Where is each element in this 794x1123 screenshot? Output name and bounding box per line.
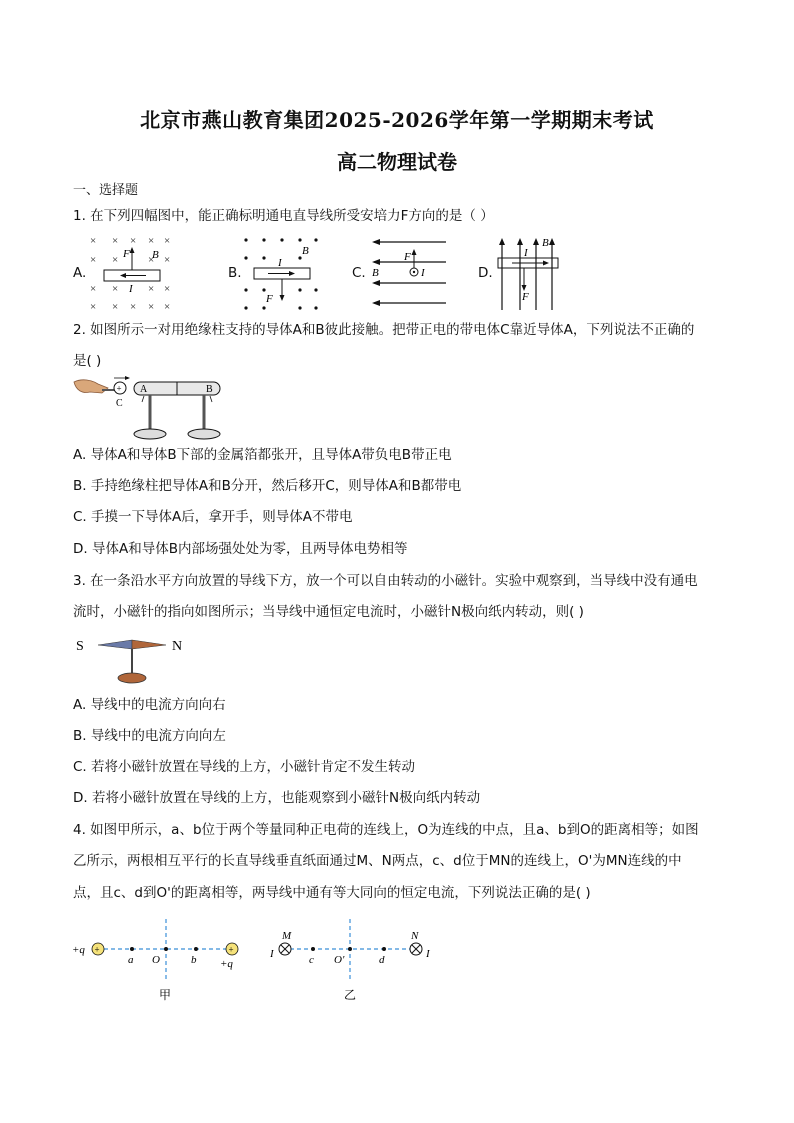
svg-text:×: × [148, 254, 155, 266]
svg-text:×: × [112, 283, 119, 295]
q1b-label-I: I [278, 257, 282, 269]
compass-needle-north [132, 640, 166, 649]
jia-caption: 甲 [159, 988, 172, 1002]
exam-subtitle: 高二物理试卷 [337, 150, 457, 174]
q1a-label-F: F [123, 248, 130, 260]
yi-caption: 乙 [344, 988, 357, 1002]
q1a-label-B: B [152, 249, 159, 261]
jia-label-b: b [191, 954, 197, 966]
q1d-label-B: B [542, 237, 549, 249]
svg-text:×: × [164, 235, 171, 247]
q4-stem-line3: 点，且c、d到O'的距离相等，两导线中通有等大同向的恒定电流，下列说法正确的是( ) [73, 885, 591, 901]
svg-text:×: × [130, 301, 137, 313]
q1b-label-F: F [266, 293, 273, 305]
q2-option-b: B. 手持绝缘柱把导体A和B分开，然后移开C，则导体A和B都带电 [73, 478, 462, 494]
svg-text:×: × [164, 301, 171, 313]
svg-text:×: × [90, 301, 97, 313]
yi-label-c: c [309, 954, 314, 966]
q1b-label-B: B [302, 245, 309, 257]
q4-figure-jia [72, 919, 238, 1002]
svg-text:×: × [90, 254, 97, 266]
svg-text:×: × [130, 235, 137, 247]
q1-option-c-label: C. [352, 265, 366, 281]
svg-text:×: × [148, 283, 155, 295]
svg-text:×: × [90, 283, 97, 295]
svg-text:+: + [228, 944, 234, 955]
q2-option-d: D. 导体A和导体B内部场强处处为零，且两导体电势相等 [73, 541, 408, 557]
q1c-label-B: B [372, 267, 379, 279]
yi-label-m: M [282, 930, 292, 942]
svg-text:×: × [148, 235, 155, 247]
yi-label-i-left: I [270, 948, 274, 960]
svg-text:×: × [112, 254, 119, 266]
hand-icon [74, 380, 108, 393]
svg-text:×: × [112, 301, 119, 313]
q3-option-c: C. 若将小磁针放置在导线的上方，小磁针肯定不发生转动 [73, 759, 416, 775]
q1d-label-F: F [522, 291, 529, 303]
q1-option-b-label: B. [228, 265, 242, 281]
jia-label-q-right: +q [220, 958, 233, 970]
q1c-label-I: I [421, 267, 425, 279]
q1-figure-c [368, 236, 452, 308]
q4-stem-line2: 乙所示，两根相互平行的长直导线垂直纸面通过M、N两点，c、d位于MN的连线上，O'为MN连线的中 [73, 853, 682, 869]
jia-label-a: a [128, 954, 134, 966]
q1d-label-I: I [524, 247, 528, 259]
q1-stem: 1. 在下列四幅图中，能正确标明通电直导线所受安培力F方向的是（ ） [73, 208, 494, 224]
q2-label-A: A [140, 384, 148, 395]
q4-figure-yi [269, 919, 431, 1002]
q3-option-a: A. 导线中的电流方向向右 [73, 697, 226, 713]
q1-figure-a [86, 232, 176, 314]
compass-needle-south [98, 640, 132, 649]
q2-option-a: A. 导体A和导体B下部的金属箔都张开，且导体A带负电B带正电 [73, 447, 452, 463]
svg-text:+: + [116, 383, 122, 394]
exam-title: 北京市燕山教育集团2025-2026学年第一学期期末考试 [140, 108, 654, 132]
q2-label-B: B [206, 384, 213, 395]
yi-label-n: N [411, 930, 419, 942]
svg-text:×: × [148, 301, 155, 313]
jia-label-o: O [152, 954, 160, 966]
yi-label-o-prime: O' [334, 954, 345, 966]
q4-figures [70, 915, 440, 1005]
svg-text:×: × [112, 235, 119, 247]
svg-text:×: × [164, 254, 171, 266]
yi-label-i-right: I [426, 948, 430, 960]
compass-label-n: N [172, 639, 183, 654]
svg-text:×: × [164, 283, 171, 295]
q1c-label-F: F [404, 251, 411, 263]
q1-option-d-label: D. [478, 265, 493, 281]
q3-compass-figure [72, 632, 192, 688]
q2-conductor-figure [72, 376, 232, 442]
q1-option-a-label: A. [73, 265, 87, 281]
q1-figure-b [240, 232, 326, 314]
jia-label-q-left: +q [72, 944, 85, 956]
q3-option-b: B. 导线中的电流方向向左 [73, 728, 226, 744]
q2-option-c: C. 手摸一下导体A后，拿开手，则导体A不带电 [73, 509, 353, 525]
q2-stem-line2: 是( ) [73, 353, 102, 369]
q3-stem-line1: 3. 在一条沿水平方向放置的导线下方，放一个可以自由转动的小磁针。实验中观察到，当导线中没有通电 [73, 573, 698, 589]
q1-figure-d [496, 232, 562, 312]
q4-stem-line1: 4. 如图甲所示，a、b位于两个等量同种正电荷的连线上，O为连线的中点，且a、b到O的距离相等；如图 [73, 822, 699, 838]
yi-label-d: d [379, 954, 385, 966]
q2-label-C: C [116, 398, 123, 409]
svg-text:+: + [94, 944, 100, 955]
svg-text:×: × [90, 235, 97, 247]
q3-option-d: D. 若将小磁针放置在导线的上方，也能观察到小磁针N极向纸内转动 [73, 790, 481, 806]
q2-stem-line1: 2. 如图所示一对用绝缘柱支持的导体A和B彼此接触。把带正电的带电体C靠近导体A，下列说法不正确的 [73, 322, 695, 338]
section-heading: 一、选择题 [73, 183, 139, 198]
q3-stem-line2: 流时，小磁针的指向如图所示；当导线中通恒定电流时，小磁针N极向纸内转动，则( ) [73, 604, 584, 620]
compass-label-s: S [76, 639, 84, 654]
q1a-label-I: I [129, 283, 133, 295]
